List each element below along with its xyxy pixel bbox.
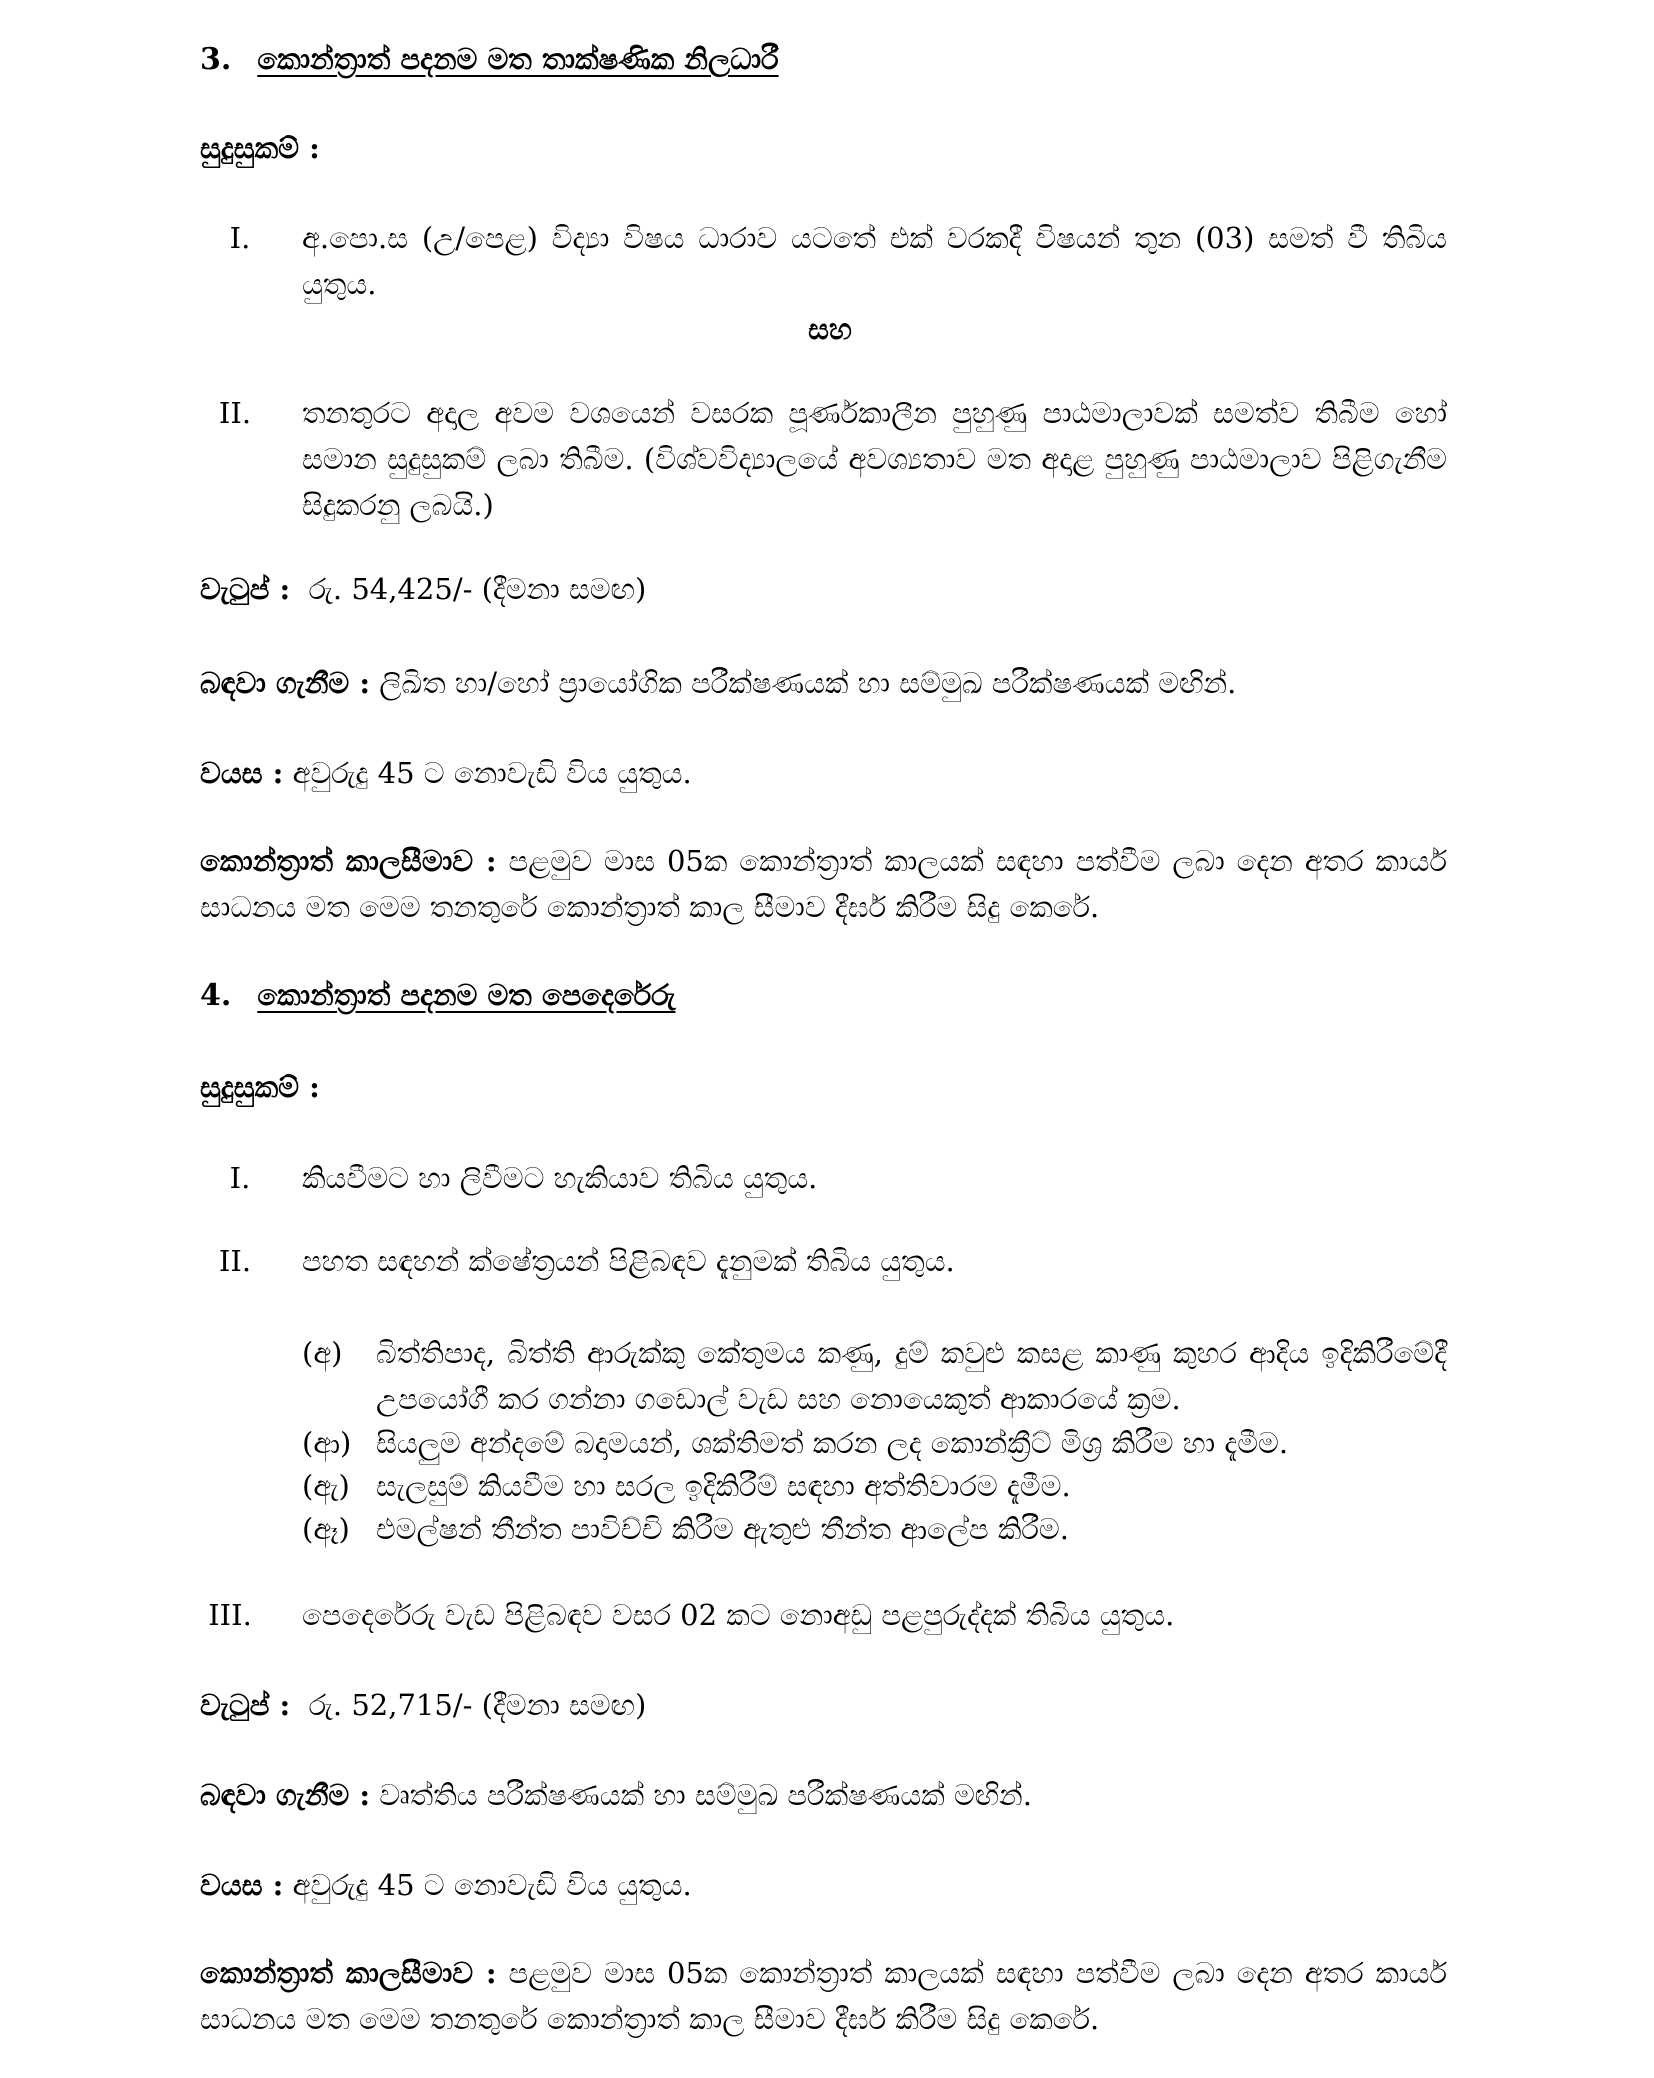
qualifications-label: සුදුසුකම් : [200, 131, 320, 165]
item-roman: II. [218, 1244, 252, 1278]
salary-row [200, 1682, 646, 1728]
salary-row [200, 566, 646, 612]
section-4-heading [200, 972, 675, 1019]
recruitment-row [200, 1772, 1032, 1818]
item-text: පෙදෙරේරු වැඩ පිළිබඳව වසර 02 කට නොඅඩු පළපුරුද්දක් තිබිය යුතුය. [302, 1598, 1175, 1632]
section-number: 4. [200, 978, 232, 1013]
item-text: කියවීමට හා ලිවීමට හැකියාව තිබිය යුතුය. [302, 1161, 818, 1195]
sub-item-mark: (අ) [302, 1336, 343, 1370]
recruitment-label: බඳවා ගැනීම : [200, 1778, 371, 1812]
age-label: වයස : [200, 1868, 284, 1902]
recruitment-value: වෘත්තිය පරීක්ෂණයක් හා සම්මුඛ පරීක්ෂණයක් මඟින්. [379, 1778, 1032, 1812]
salary-value: රු. 54,425/- (දීමනා සමඟ) [308, 572, 647, 606]
section-title: කොන්ත්‍රාත් පදනම මත තාක්ෂණික නිලධාරී [257, 42, 779, 76]
sub-item-mark: (ඇ) [302, 1469, 350, 1503]
contract-period-label: කොන්ත්‍රාත් කාලසීමාව : [200, 844, 497, 878]
item-text: තනතුරට අදාල අවම වශයෙන් වසරක පූර්ණකාලීන පුහුණු පාඨමාලාවක් සමත්ව තිබීම හෝ සමාන සුදුසුකම් ලබා තිබීම. (විශ්වවිද්‍යාලයේ අවශ්‍යතාව මත අදාළ පුහුණු පාඨමාලාව පිළිගැනීම සිදුකරනු ලබයි.) [302, 396, 1447, 522]
item-text: පහත සඳහන් ක්ෂේත්‍රයන් පිළිබඳව දැනුමක් තිබිය යුතුය. [302, 1244, 955, 1278]
salary-value: රු. 52,715/- (දීමනා සමඟ) [308, 1688, 647, 1722]
item-roman: I. [229, 1161, 251, 1195]
contract-period-row [200, 838, 1447, 930]
section-3-heading [200, 36, 779, 83]
recruitment-row [200, 660, 1236, 706]
section-title: කොන්ත්‍රාත් පදනම මත පෙදෙරේරු [257, 978, 676, 1012]
contract-period-row [200, 1950, 1447, 2042]
and-connector: සහ [808, 312, 852, 346]
sub-item-mark: (ඈ) [302, 1512, 350, 1546]
item-roman: III. [208, 1598, 252, 1632]
age-row [200, 1862, 692, 1908]
salary-label: වැටුප් : [200, 1688, 291, 1722]
salary-label: වැටුප් : [200, 572, 291, 606]
qualifications-label: සුදුසුකම් : [200, 1070, 320, 1104]
sub-item-text: එමල්ෂන් තීන්ත පාවිච්චි කිරීම ඇතුළු තීන්ත ආලේප කිරීම. [376, 1512, 1069, 1546]
recruitment-value: ලිඛිත හා/හෝ ප්‍රායෝගික පරීක්ෂණයක් හා සම්මුඛ පරීක්ෂණයක් මඟින්. [379, 666, 1237, 700]
age-label: වයස : [200, 756, 284, 790]
item-text: අ.පො.ස (උ/පෙළ) විද්‍යා විෂය ධාරාව යටතේ එක් වරකදී විෂයන් තුන (03) සමත් වී තිබිය යුතුය. [302, 221, 1447, 301]
sub-item-text: බිත්තිපාද, බිත්ති ආරුක්කු කේතුමය කණු, දුම් කවුළු කසළ කාණු කුහර ආදිය ඉදිකිරීමේදී උපයෝගී කර ගන්නා ගඩොල් වැඩ සහ නොයෙකුත් ආකාරයේ ක්‍රම. [376, 1336, 1447, 1416]
item-roman: II. [218, 396, 252, 430]
contract-period-value: පළමුව මාස 05ක කොන්ත්‍රාත් කාලයක් සඳහා පත්වීම ලබා දෙන අතර කාර්ය සාධනය මත මෙම තනතුරේ කොන්ත්‍රාත් කාල සීමාව දීර්ඝ කිරීම සිදු කෙරේ. [200, 1956, 1447, 2036]
recruitment-label: බඳවා ගැනීම : [200, 666, 371, 700]
sub-item-text: සියලුම අන්දමේ බදාමයන්, ශක්තිමත් කරන ලද කොන්ක්‍රීට් මිශ්‍ර කිරීම හා දැමීම. [376, 1426, 1289, 1460]
sub-item-mark: (ආ) [302, 1426, 352, 1460]
contract-period-label: කොන්ත්‍රාත් කාලසීමාව : [200, 1956, 497, 1990]
section-number: 3. [200, 42, 232, 77]
item-roman: I. [229, 221, 251, 255]
age-value: අවුරුදු 45 ට නොවැඩි විය යුතුය. [292, 1868, 692, 1902]
contract-period-value: පළමුව මාස 05ක කොන්ත්‍රාත් කාලයක් සඳහා පත්වීම ලබා දෙන අතර කාර්ය සාධනය මත මෙම තනතුරේ කොන්ත්‍රාත් කාල සීමාව දීර්ඝ කිරීම සිදු කෙරේ. [200, 844, 1447, 924]
age-row [200, 750, 692, 796]
age-value: අවුරුදු 45 ට නොවැඩි විය යුතුය. [292, 756, 692, 790]
sub-item-text: සැලසුම් කියවීම හා සරල ඉදිකිරීම් සඳහා අත්තිවාරම දැමීම. [376, 1469, 1071, 1503]
